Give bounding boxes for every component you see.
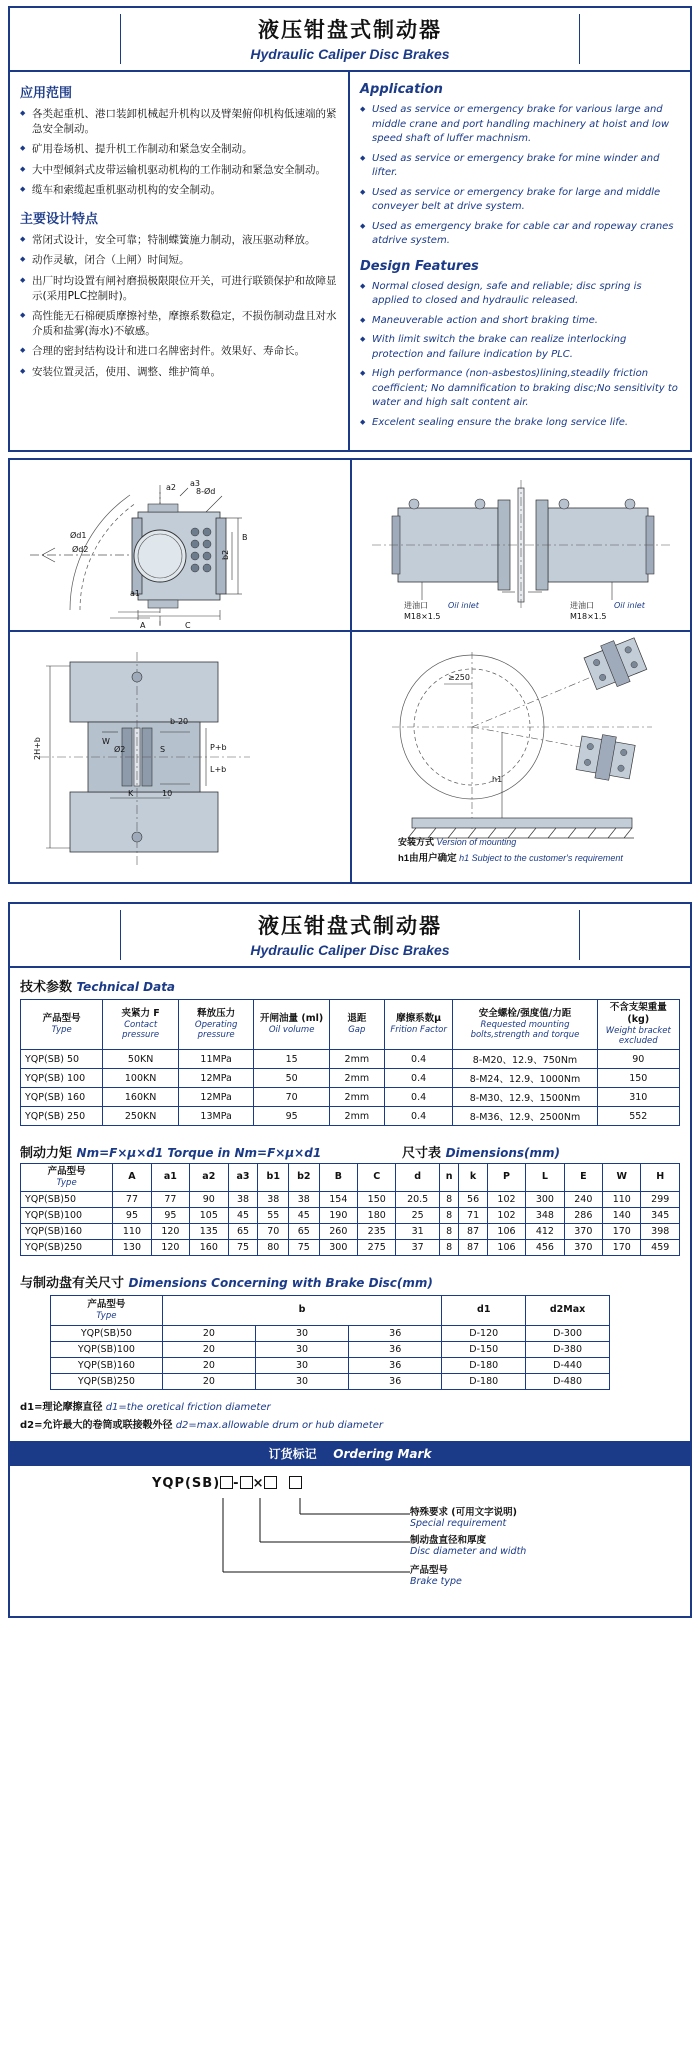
- col-d: d: [396, 1164, 439, 1192]
- dimensions-heading-en: Dimensions(mm): [445, 1146, 560, 1160]
- oil-inlet-label-cn-left: 进油口: [404, 601, 428, 610]
- disc-heading-cn: 与制动盘有关尺寸: [20, 1275, 125, 1291]
- label-holes: 8-Ød: [196, 487, 216, 496]
- cell-type: YQP(SB) 50: [21, 1050, 103, 1069]
- col-d2max: d2Max: [526, 1295, 610, 1325]
- list-item: ◆ 常闭式设计，安全可靠；特制蝶簧施力制动，液压驱动释放。: [20, 233, 338, 248]
- page2-title-cn: 液压钳盘式制动器: [258, 914, 442, 938]
- list-item: ◆ 矿用卷场机、提升机工作制动和紧急安全制动。: [20, 142, 338, 157]
- oil-inlet-label-en-right: Oil inlet: [614, 601, 645, 610]
- features-list-en: [360, 280, 680, 431]
- list-item: ◆ Excelent sealing ensure the brake long service life.: [360, 416, 680, 431]
- label-2h-b: 2H+b: [33, 737, 42, 760]
- label-b-20: b-20: [170, 717, 189, 726]
- legend-disc-dimensions: [410, 1532, 526, 1557]
- table-row: YQP(SB)160 110 120 135 65 70 65 260 235 31 8 87 106 412 370 170 398: [21, 1223, 680, 1239]
- page2-title-en: Hydraulic Caliper Disc Brakes: [250, 942, 450, 958]
- cell-type: YQP(SB)100: [51, 1341, 163, 1357]
- label-A: A: [140, 621, 146, 630]
- col-type: 产品型号 Type: [51, 1295, 163, 1325]
- table-row: YQP(SB)50 77 77 90 38 38 38 154 150 20.5 8 56 102 300 240 110 299: [21, 1191, 680, 1207]
- page-title-en: Hydraulic Caliper Disc Brakes: [250, 46, 450, 62]
- col-H: H: [641, 1164, 680, 1192]
- drawings-row-bottom: [10, 632, 690, 882]
- list-item: ◆ Used as service or emergency brake for mine winder and lifter.: [360, 152, 680, 181]
- list-item: ◆ 安装位置灵活，使用、调整、维护简单。: [20, 365, 338, 380]
- table-row: YQP(SB) 160 160KN 12MPa 70 2mm 0.4 8-M30、12.9、1500Nm 310: [21, 1088, 680, 1107]
- english-column: [350, 72, 690, 450]
- list-item: ◆ 大中型倾斜式皮带运输机驱动机构的工作制动和紧急安全制动。: [20, 163, 338, 178]
- label-a2: a2: [166, 483, 176, 492]
- intro-sheet: [8, 6, 692, 452]
- front-view-drawing: [10, 460, 350, 630]
- oil-inlet-label-en-left: Oil inlet: [448, 601, 479, 610]
- side-view-drawing: [350, 460, 692, 630]
- features-heading-cn: 主要设计特点: [20, 212, 99, 228]
- order-box-disc-d: [240, 1476, 253, 1489]
- features-list-cn: [20, 233, 338, 380]
- table-header-row: [51, 1295, 610, 1325]
- oil-inlet-label-cn-right: 进油口: [570, 601, 594, 610]
- list-item: ◆ Maneuverable action and short braking time.: [360, 314, 680, 329]
- technical-data-heading: [10, 968, 690, 999]
- col-A: A: [113, 1164, 151, 1192]
- disc-dimensions-heading: [10, 1264, 690, 1295]
- dimensions-heading-cn: 尺寸表: [402, 1146, 442, 1161]
- torque-heading-cn: 制动力矩: [20, 1146, 73, 1161]
- cell-type: YQP(SB)50: [21, 1191, 113, 1207]
- features-heading-en: Design Features: [360, 258, 479, 274]
- cell-type: YQP(SB)50: [51, 1325, 163, 1341]
- col-W: W: [603, 1164, 641, 1192]
- label-C: C: [185, 621, 191, 630]
- col-C: C: [358, 1164, 396, 1192]
- mounting-caption: [398, 835, 678, 848]
- col-d1: d1: [442, 1295, 526, 1325]
- oil-thread-right: M18×1.5: [570, 612, 607, 621]
- order-box-type: [220, 1476, 233, 1489]
- order-sep-times: ×: [252, 1475, 265, 1491]
- ordering-mark-cn: 订货标记: [268, 1446, 317, 1461]
- note-d2-cn: d2=允许最大的卷筒或联接毂外径: [20, 1419, 173, 1431]
- technical-data-heading-cn: 技术参数: [20, 980, 73, 995]
- note-d1-cn: d1=理论摩擦直径: [20, 1401, 103, 1413]
- cell-type: YQP(SB) 160: [21, 1088, 103, 1107]
- col-b1: b1: [258, 1164, 289, 1192]
- table-row: YQP(SB) 100 100KN 12MPa 50 2mm 0.4 8-M24、12.9、1000Nm 150: [21, 1069, 680, 1088]
- oil-thread-left: M18×1.5: [404, 612, 441, 621]
- cell-type: YQP(SB) 100: [21, 1069, 103, 1088]
- label-d2: Ød2: [72, 545, 89, 554]
- col-b2: b2: [289, 1164, 320, 1192]
- ordering-mark-en: Ordering Mark: [333, 1446, 432, 1461]
- application-list-en: [360, 103, 680, 249]
- list-item: ◆ With limit switch the brake can realize interlocking protection and failure indication by PLC.: [360, 333, 680, 362]
- table-header-row: [21, 1164, 680, 1192]
- col-L: L: [526, 1164, 564, 1192]
- torque-and-dimensions-heading: [10, 1134, 690, 1163]
- label-fi2: Ø2: [114, 745, 126, 754]
- col-type: 产品型号 Type: [21, 1164, 113, 1192]
- torque-formula: Nm=F×μ×d1 Torque in Nm=F×μ×d1: [76, 1146, 322, 1160]
- ordering-mark-bar: [10, 1441, 690, 1466]
- disc-heading-en: Dimensions Concerning with Brake Disc(mm): [128, 1275, 433, 1290]
- label-disc-dim: ≥250: [448, 673, 470, 682]
- h1-caption: [398, 850, 678, 864]
- col-P: P: [487, 1164, 525, 1192]
- label-l-b: L+b: [210, 765, 227, 774]
- plan-view-drawing: [10, 632, 350, 882]
- cell-type: YQP(SB)100: [21, 1207, 113, 1223]
- col-a2: a2: [190, 1164, 228, 1192]
- table-row: YQP(SB)250 130 120 160 75 80 75 300 275 37 8 87 106 456 370 170 459: [21, 1239, 680, 1255]
- legend-disc-cn: 制动盘直径和厚度: [410, 1534, 487, 1546]
- h1-caption-en: h1 Subject to the customer's requirement: [459, 853, 623, 863]
- text-columns: [10, 72, 690, 450]
- title-block-2: [10, 904, 690, 968]
- cell-type: YQP(SB) 250: [21, 1107, 103, 1126]
- front-view-svg: [10, 460, 350, 630]
- col-a1: a1: [151, 1164, 189, 1192]
- label-w: W: [102, 737, 110, 746]
- legend-type-cn: 产品型号: [410, 1564, 449, 1576]
- note-d1: [20, 1398, 680, 1413]
- table-row: YQP(SB) 50 50KN 11MPa 15 2mm 0.4 8-M20、12.9、750Nm 90: [21, 1050, 680, 1069]
- col-k: k: [459, 1164, 487, 1192]
- page-break: [0, 884, 700, 902]
- table-row: YQP(SB) 250 250KN 13MPa 95 2mm 0.4 8-M36、12.9、2500Nm 552: [21, 1107, 680, 1126]
- technical-data-heading-en: Technical Data: [76, 980, 176, 994]
- label-a1: a1: [130, 589, 140, 598]
- list-item: ◆ 缆车和索缆起重机驱动机构的安全制动。: [20, 183, 338, 198]
- col-type-en: Type: [51, 1025, 72, 1036]
- label-b2: b2: [221, 549, 230, 560]
- drawings-sheet: [8, 458, 692, 884]
- table-row: YQP(SB)50 20 30 36 D-120 D-300: [51, 1325, 610, 1341]
- col-n: n: [439, 1164, 459, 1192]
- legend-special-en: Special requirement: [410, 1517, 507, 1529]
- note-d2-en: d2=max.allowable drum or hub diameter: [175, 1419, 383, 1431]
- table-row: YQP(SB)250 20 30 36 D-180 D-480: [51, 1373, 610, 1389]
- note-d1-en: d1=the oretical friction diameter: [105, 1401, 271, 1413]
- legend-special-requirement: [410, 1504, 517, 1529]
- order-code-prefix: YQP(SB): [152, 1475, 221, 1491]
- order-code-line: [152, 1476, 678, 1491]
- cell-type: YQP(SB)250: [21, 1239, 113, 1255]
- label-B: B: [242, 533, 248, 542]
- drawings-row-top: [10, 460, 690, 632]
- data-sheet: [8, 902, 692, 1618]
- label-h1: h1: [492, 775, 503, 784]
- col-operating-pressure: 释放压力 Operating pressure: [178, 1000, 254, 1050]
- mounting-drawing: [350, 632, 692, 882]
- list-item: ◆ 各类起重机、港口装卸机械起升机构以及臂架俯仰机构低速端的紧急安全制动。: [20, 107, 338, 137]
- label-p-b: P+b: [210, 743, 227, 752]
- list-item: ◆ High performance (non-asbestos)lining,steadily friction coefficient; No damnification to braking disc;No sensitivity to water and high salt content air.: [360, 367, 680, 411]
- application-list-cn: [20, 107, 338, 198]
- label-a3: a3: [190, 479, 200, 488]
- list-item: ◆ Normal closed design, safe and reliable; disc spring is applied to closed and hydraulic released.: [360, 280, 680, 309]
- list-item: ◆ 高性能无石棉硬质摩擦衬垫，摩擦系数稳定，不损伤制动盘且对水介质和盐雾(海水)不敏感。: [20, 309, 338, 339]
- table-header-row: [21, 1000, 680, 1050]
- legend-type-en: Brake type: [410, 1575, 462, 1587]
- col-type-cn: 产品型号: [42, 1013, 81, 1025]
- cell-type: YQP(SB)160: [21, 1223, 113, 1239]
- order-box-special: [289, 1476, 302, 1489]
- col-type: [21, 1000, 103, 1050]
- document-page: [0, 6, 700, 1618]
- col-contact-pressure: 夹紧力 F Contact pressure: [103, 1000, 179, 1050]
- col-friction-factor: 摩擦系数μ Frition Factor: [384, 1000, 453, 1050]
- col-gap: 退距 Gap: [329, 1000, 384, 1050]
- technical-data-table: [20, 999, 680, 1126]
- h1-caption-cn: h1由用户确定: [398, 853, 457, 864]
- col-weight: 不含支架重量(kg) Weight bracket excluded: [597, 1000, 679, 1050]
- table-row: YQP(SB)100 20 30 36 D-150 D-380: [51, 1341, 610, 1357]
- legend-disc-en: Disc diameter and width: [410, 1545, 527, 1557]
- application-heading-cn: 应用范围: [20, 86, 73, 101]
- side-view-svg: [352, 460, 692, 630]
- list-item: ◆ Used as service or emergency brake for various large and middle crane and port handling machinery at hoist and low speed shaft of luffer machnism.: [360, 103, 680, 147]
- label-d1: Ød1: [70, 531, 87, 540]
- label-10: 10: [162, 789, 173, 798]
- order-box-disc-w: [264, 1476, 277, 1489]
- legend-special-cn: 特殊要求 (可用文字说明): [410, 1506, 517, 1518]
- list-item: ◆ Used as emergency brake for cable car and ropeway cranes atdrive system.: [360, 220, 680, 249]
- cell-type: YQP(SB)160: [51, 1357, 163, 1373]
- col-E: E: [564, 1164, 602, 1192]
- ordering-diagram: [10, 1466, 690, 1616]
- table-row: YQP(SB)160 20 30 36 D-180 D-440: [51, 1357, 610, 1373]
- cell-type: YQP(SB)250: [51, 1373, 163, 1389]
- list-item: ◆ 合理的密封结构设计和进口名牌密封件。效果好、寿命长。: [20, 344, 338, 359]
- col-bolts: 安全螺栓/强度值/力距 Requested mounting bolts,strength and torque: [453, 1000, 597, 1050]
- order-sep-dash: -: [233, 1475, 240, 1491]
- note-d2: [20, 1416, 680, 1431]
- col-b: b: [162, 1295, 442, 1325]
- plan-view-svg: [10, 632, 350, 882]
- ordering-leader-lines: [10, 1496, 686, 1606]
- col-B: B: [319, 1164, 357, 1192]
- page-title-cn: 液压钳盘式制动器: [258, 18, 442, 42]
- chinese-column: [10, 72, 350, 450]
- mounting-caption-cn: 安装方式: [398, 837, 435, 847]
- mounting-caption-en: Version of mounting: [436, 837, 517, 847]
- col-a3: a3: [228, 1164, 258, 1192]
- dimensions-table: [20, 1163, 680, 1256]
- list-item: ◆ Used as service or emergency brake for large and middle conveyer belt at drive system.: [360, 186, 680, 215]
- title-block: [10, 8, 690, 72]
- col-oil-volume: 开闸油量 (ml) Oil volume: [254, 1000, 330, 1050]
- disc-dimensions-table: [50, 1295, 610, 1390]
- legend-brake-type: [410, 1562, 462, 1587]
- table-row: YQP(SB)100 95 95 105 45 55 45 190 180 25 8 71 102 348 286 140 345: [21, 1207, 680, 1223]
- label-k: K: [128, 789, 134, 798]
- label-s: S: [160, 745, 166, 754]
- list-item: ◆ 出厂时均设置有闸衬磨损极限限位开关，可进行联锁保护和故障显示(采用PLC控制时)。: [20, 274, 338, 304]
- list-item: ◆ 动作灵敏，闭合（上闸）时间短。: [20, 253, 338, 268]
- application-heading-en: Application: [360, 82, 443, 97]
